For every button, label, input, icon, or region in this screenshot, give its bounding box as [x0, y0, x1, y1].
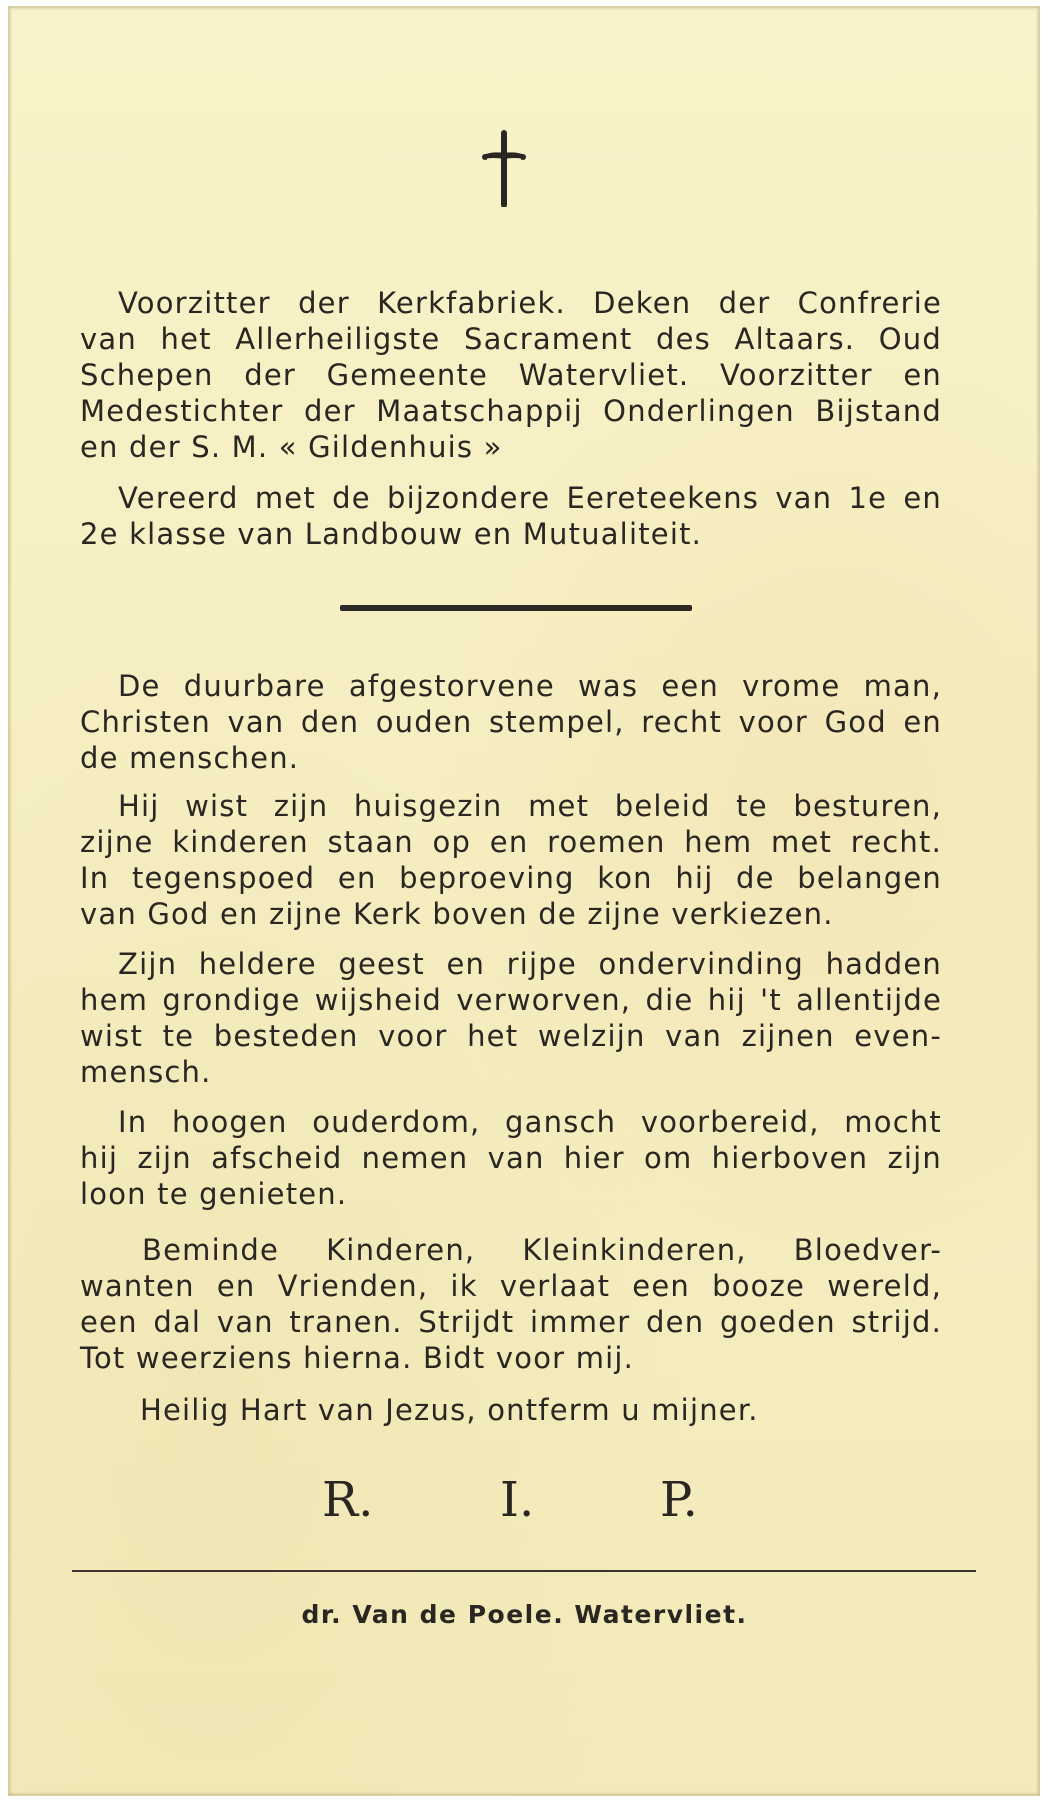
text-line: een dal van tranen. Strijdt immer den goeden strijd. — [80, 1305, 942, 1339]
prayer-line: Heilig Hart van Jezus, ontferm u mijner. — [140, 1393, 759, 1427]
text-line: mensch. — [80, 1055, 212, 1089]
divider-rule — [340, 605, 692, 611]
text-line: In hoogen ouderdom, gansch voorbereid, mocht — [118, 1105, 942, 1139]
text-line: hem grondige wijsheid verworven, die hij 't allentijde — [80, 983, 942, 1017]
text-line: Schepen der Gemeente Watervliet. Voorzitter en — [80, 358, 942, 392]
cross-icon — [479, 129, 529, 207]
text-line: Tot weerziens hierna. Bidt voor mij. — [80, 1341, 635, 1375]
text-line: Beminde Kinderen, Kleinkinderen, Bloedver- — [142, 1233, 942, 1267]
printer-imprint: dr. Van de Poele. Watervliet. — [301, 1600, 748, 1629]
text-line: zijne kinderen staan op en roemen hem met recht. — [80, 825, 942, 859]
text-line: 2e klasse van Landbouw en Mutualiteit. — [80, 517, 703, 551]
text-line: van God en zijne Kerk boven de zijne verkiezen. — [80, 897, 834, 931]
footer-rule — [72, 1570, 976, 1572]
text-line: In tegenspoed en beproeving kon hij de belangen — [80, 861, 942, 895]
text-line: Medestichter der Maatschappij Onderlingen Bijstand — [80, 394, 942, 428]
rip-letter-p: P. — [660, 1472, 698, 1528]
text-line: Zijn heldere geest en rijpe ondervinding hadden — [118, 947, 942, 981]
text-line: van het Allerheiligste Sacrament des Altaars. Oud — [80, 322, 942, 356]
text-line: Hij wist zijn huisgezin met beleid te besturen, — [118, 789, 942, 823]
text-line: Voorzitter der Kerkfabriek. Deken der Confrerie — [118, 286, 942, 320]
text-line: de menschen. — [80, 741, 300, 775]
text-line: Vereerd met de bijzondere Eereteekens van 1e en — [118, 481, 942, 515]
rip-letter-i: I. — [500, 1472, 535, 1528]
rip-letter-r: R. — [322, 1472, 374, 1528]
text-line: en der S. M. « Gildenhuis » — [80, 430, 503, 464]
text-line: Christen van den ouden stempel, recht voor God en — [80, 705, 942, 739]
text-line: wanten en Vrienden, ik verlaat een booze wereld, — [80, 1269, 942, 1303]
text-line: loon te genieten. — [80, 1177, 348, 1211]
text-line: hij zijn afscheid nemen van hier om hierboven zijn — [80, 1141, 942, 1175]
text-line: wist te besteden voor het welzijn van zijnen even- — [80, 1019, 942, 1053]
text-line: De duurbare afgestorvene was een vrome man, — [118, 669, 942, 703]
